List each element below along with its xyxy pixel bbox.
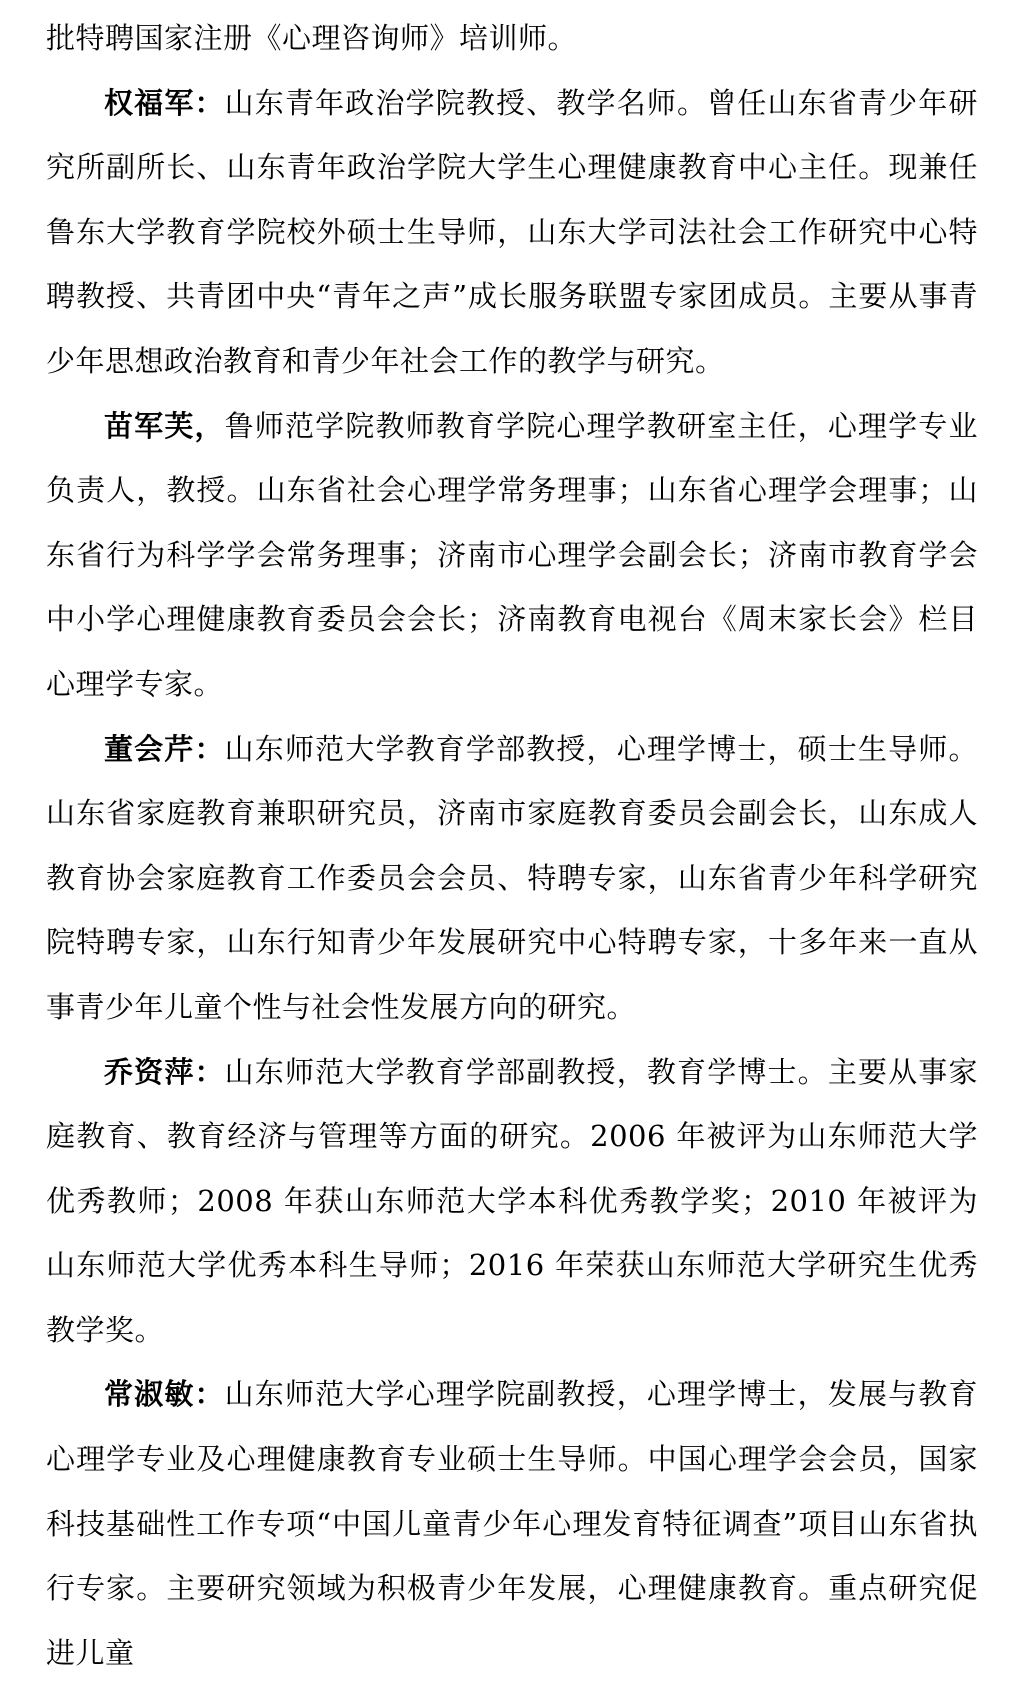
paragraph-text: 批特聘国家注册《心理咨询师》培训师。 [46, 21, 578, 55]
bio-text: 山东青年政治学院教授、教学名师。曾任山东省青少年研究所副所长、山东青年政治学院大学生心理健康教育中心主任。现兼任鲁东大学教育学院校外硕士生导师，山东大学司法社会工作研究中心特聘教授、共青团中央“青年之声”成长服务联盟专家团成员。主要从事青少年思想政治教育和青少年社会工作的教学与研究。 [46, 85, 978, 378]
bio-text: 山东师范大学心理学院副教授，心理学博士，发展与教育心理学专业及心理健康教育专业硕士生导师。中国心理学会会员，国家科技基础性工作专项“中国儿童青少年心理发育特征调查”项目山东省执行专家。主要研究领域为积极青少年发展，心理健康教育。重点研究促进儿童 [46, 1377, 978, 1670]
bio-text: 山东师范大学教育学部副教授，教育学博士。主要从事家庭教育、教育经济与管理等方面的研究。2006 年被评为山东师范大学优秀教师；2008 年获山东师范大学本科优秀教学奖；2010 年被评为山东师范大学优秀本科生导师；2016 年荣获山东师范大学研究生优秀教学奖。 [46, 1054, 978, 1347]
bio-text: 山东师范大学教育学部教授，心理学博士，硕士生导师。山东省家庭教育兼职研究员，济南市家庭教育委员会副会长，山东成人教育协会家庭教育工作委员会会员、特聘专家，山东省青少年科学研究院特聘专家，山东行知青少年发展研究中心特聘专家，十多年来一直从事青少年儿童个性与社会性发展方向的研究。 [46, 731, 978, 1024]
bio-paragraph-dong-huiqin [46, 717, 978, 1040]
person-name: 乔资萍： [104, 1054, 225, 1089]
bio-paragraph-miao-junfu [46, 394, 978, 717]
bio-paragraph-qiao-ziping [46, 1040, 978, 1363]
bio-text: 鲁师范学院教师教育学院心理学教研室主任，心理学专业负责人，教授。山东省社会心理学常务理事；山东省心理学会理事；山东省行为科学学会常务理事；济南市心理学会副会长；济南市教育学会中小学心理健康教育委员会会长；济南教育电视台《周末家长会》栏目心理学专家。 [46, 408, 978, 701]
person-name: 苗军芙， [104, 408, 225, 443]
person-name: 常淑敏： [104, 1377, 225, 1412]
paragraph-continuation [46, 6, 978, 71]
bio-paragraph-chang-shumin [46, 1362, 978, 1685]
person-name: 权福军： [104, 85, 225, 120]
bio-paragraph-quan-fujun [46, 71, 978, 394]
person-name: 董会芹： [104, 731, 225, 766]
